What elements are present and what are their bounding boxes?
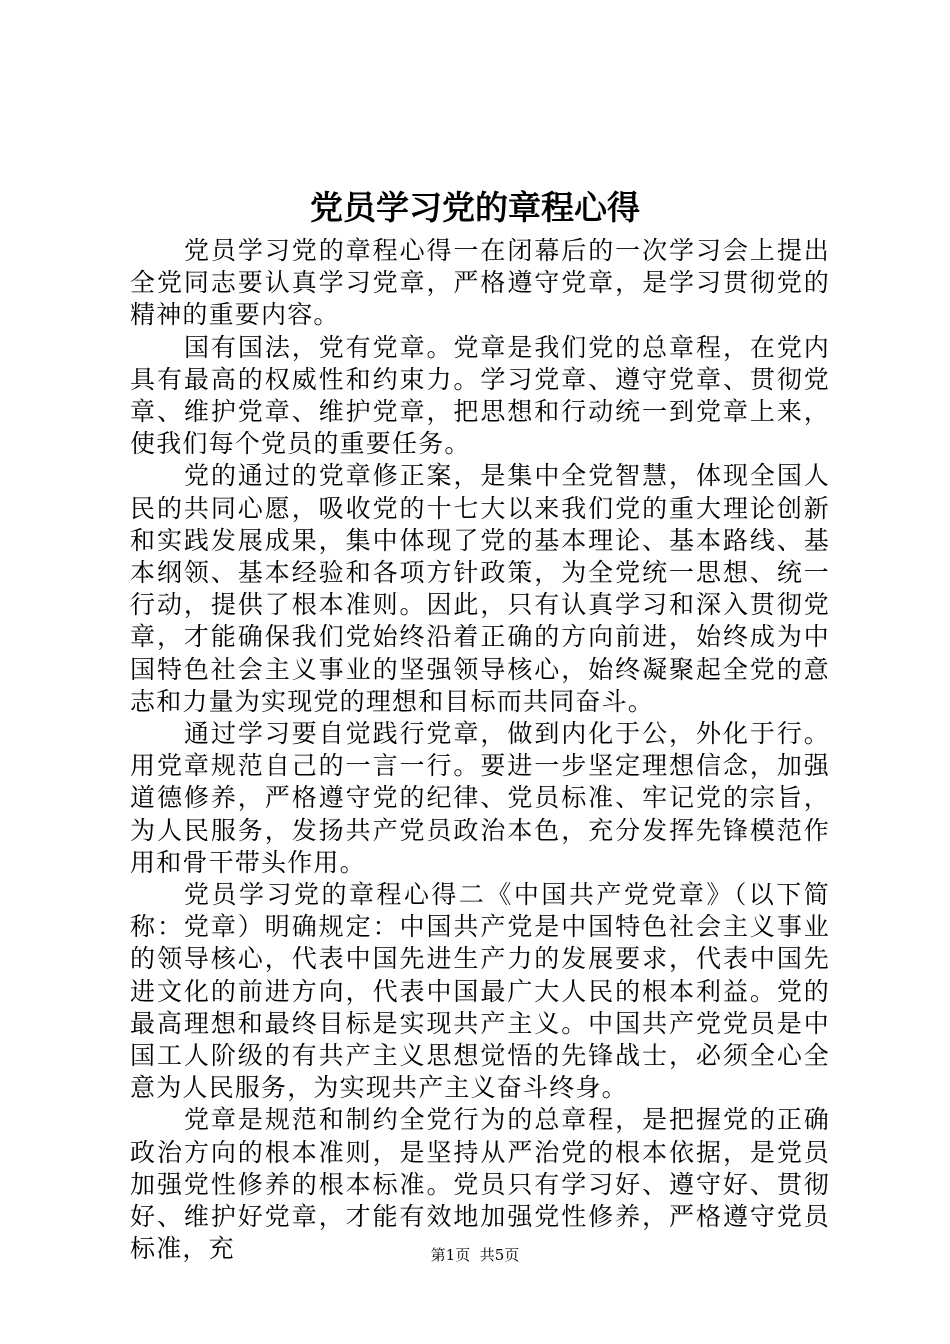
page-footer [0, 1245, 950, 1265]
footer-separator [470, 1246, 480, 1264]
page-total: 共5页 [479, 1246, 520, 1264]
document-title: 党员学习党的章程心得 [310, 188, 640, 227]
paragraph: 党章是规范和制约全党行为的总章程，是把握党的正确政治方向的根本准则，是坚持从严治党的根本依据，是党员加强党性修养的根本标准。党员只有学习好、遵守好、贯彻好、维护好党章，才能有效地加强党性修养，严格遵守党员标准，充 [130, 1105, 830, 1264]
paragraph: 党员学习党的章程心得二《中国共产党党章》（以下简称：党章）明确规定：中国共产党是中国特色社会主义事业的领导核心，代表中国先进生产力的发展要求，代表中国先进文化的前进方向，代表中国最广大人民的根本利益。党的最高理想和最终目标是实现共产主义。中国共产党党员是中国工人阶级的有共产主义思想觉悟的先锋战士，必须全心全意为人民服务，为实现共产主义奋斗终身。 [130, 880, 830, 1103]
page-number: 第1页 [430, 1246, 471, 1264]
paragraph: 国有国法，党有党章。党章是我们党的总章程，在党内具有最高的权威性和约束力。学习党章、遵守党章、贯彻党章、维护党章、维护党章，把思想和行动统一到党章上来，使我们每个党员的重要任务。 [130, 332, 830, 459]
paragraph: 党员学习党的章程心得一在闭幕后的一次学习会上提出全党同志要认真学习党章，严格遵守党章，是学习贯彻党的精神的重要内容。 [130, 236, 830, 330]
document-body [130, 235, 830, 1266]
paragraph: 党的通过的党章修正案，是集中全党智慧，体现全国人民的共同心愿，吸收党的十七大以来我们党的重大理论创新和实践发展成果，集中体现了党的基本理论、基本路线、基本纲领、基本经验和各项方针政策，为全党统一思想、统一行动，提供了根本准则。因此，只有认真学习和深入贯彻党章，才能确保我们党始终沿着正确的方向前进，始终成为中国特色社会主义事业的坚强领导核心，始终凝聚起全党的意志和力量为实现党的理想和目标而共同奋斗。 [130, 461, 830, 716]
paragraph: 通过学习要自觉践行党章，做到内化于公，外化于行。用党章规范自己的一言一行。要进一步坚定理想信念，加强道德修养，严格遵守党的纪律、党员标准、牢记党的宗旨，为人民服务，发扬共产党员政治本色，充分发挥先锋模范作用和骨干带头作用。 [130, 719, 830, 877]
